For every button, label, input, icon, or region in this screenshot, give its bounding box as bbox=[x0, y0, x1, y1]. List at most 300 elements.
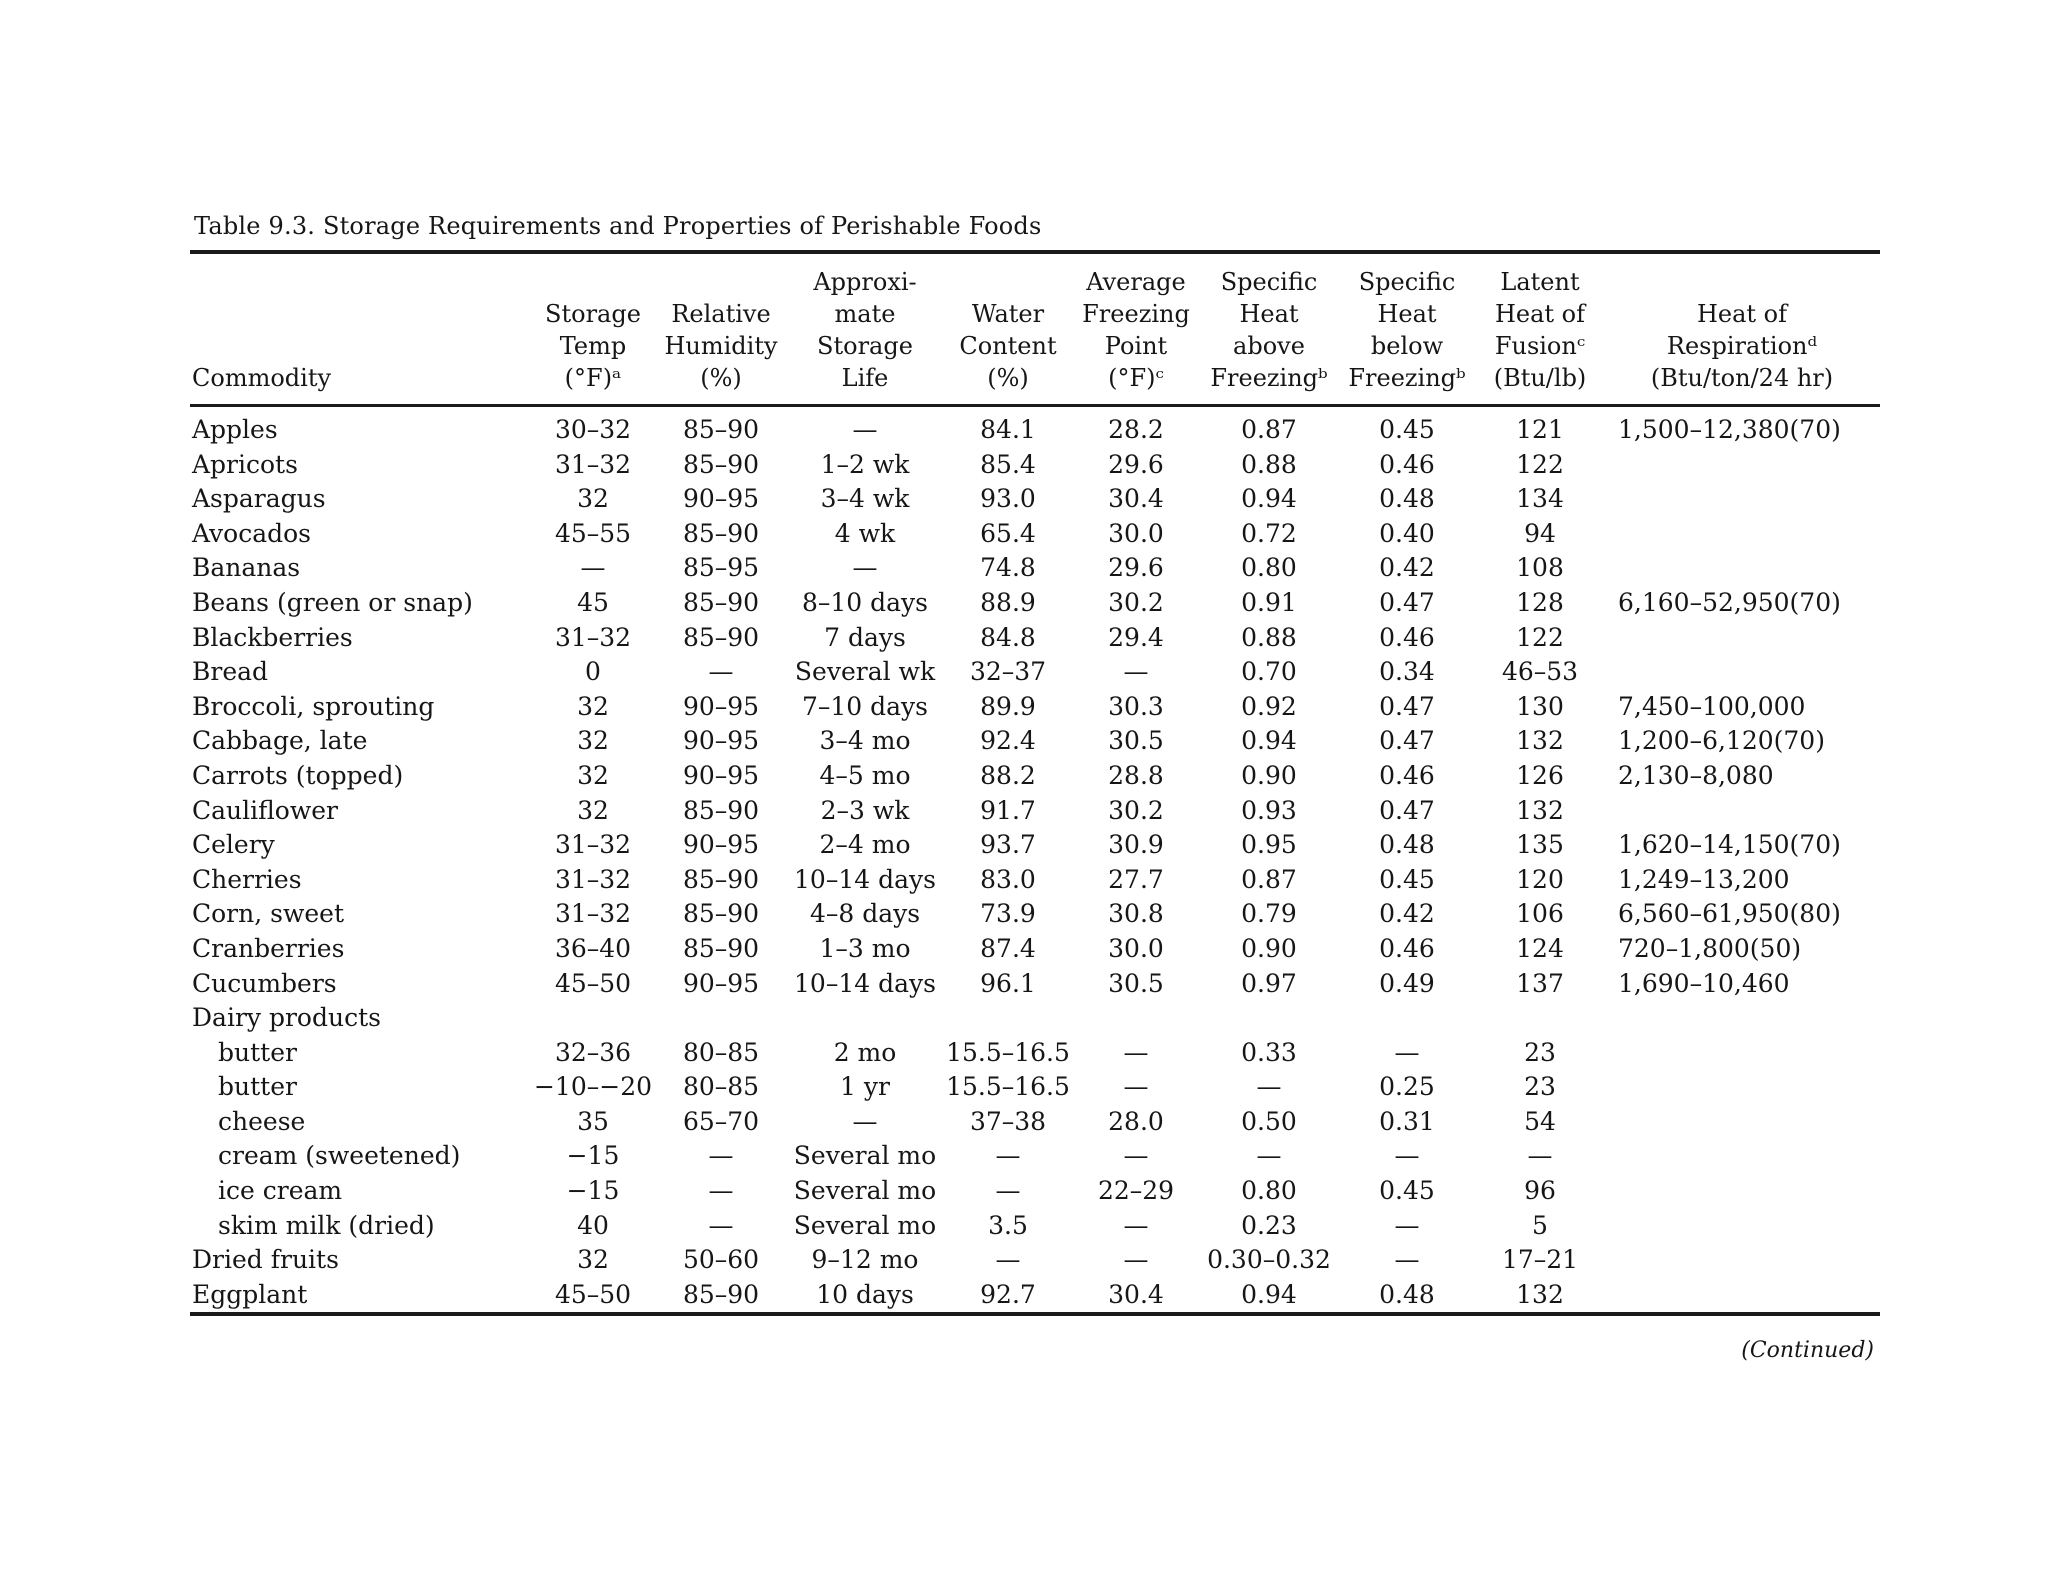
respiration-cell bbox=[1604, 1209, 1880, 1244]
header-commodity bbox=[190, 254, 530, 404]
storage-temp-cell: — bbox=[580, 553, 606, 583]
respiration-cell bbox=[1604, 1174, 1880, 1209]
table-row bbox=[190, 1243, 1880, 1278]
latent-heat-cell: 23 bbox=[1524, 1072, 1556, 1102]
latent-heat-cell: 137 bbox=[1516, 968, 1564, 998]
header-line: Freezingᵇ bbox=[1348, 364, 1466, 392]
table-row bbox=[190, 932, 1880, 967]
latent-heat-cell: 128 bbox=[1516, 587, 1564, 617]
storage-temp-cell: 31–32 bbox=[554, 622, 632, 652]
humidity-cell: — bbox=[708, 657, 734, 687]
table-row bbox=[190, 1278, 1880, 1313]
water-content-cell: 83.0 bbox=[980, 864, 1036, 894]
commodity-cell: Cabbage, late bbox=[192, 726, 368, 756]
specific-heat-below-cell: 0.46 bbox=[1379, 933, 1435, 963]
header-specific-heat-below bbox=[1338, 254, 1476, 404]
water-content-cell: 89.9 bbox=[980, 691, 1036, 721]
water-content-cell: 96.1 bbox=[980, 968, 1036, 998]
storage-life-cell: 10 days bbox=[816, 1279, 914, 1309]
freezing-point-cell: — bbox=[1123, 657, 1149, 687]
commodity-cell: butter bbox=[218, 1072, 297, 1102]
storage-life-cell: 4 wk bbox=[834, 518, 896, 548]
respiration-cell bbox=[1604, 551, 1880, 586]
header-specific-heat-above bbox=[1200, 254, 1338, 404]
storage-temp-cell: 31–32 bbox=[554, 449, 632, 479]
header-line: Heat of bbox=[1696, 300, 1788, 328]
storage-temp-cell: 30–32 bbox=[554, 415, 632, 444]
freezing-point-cell bbox=[1072, 1001, 1200, 1036]
humidity-cell: 80–85 bbox=[682, 1037, 760, 1067]
table-row bbox=[190, 863, 1880, 898]
freezing-point-cell: 30.4 bbox=[1108, 484, 1164, 514]
storage-temp-cell: 32 bbox=[577, 1245, 609, 1275]
header-heat-of-respiration bbox=[1604, 254, 1880, 404]
table-row bbox=[190, 1139, 1880, 1174]
water-content-cell: — bbox=[995, 1141, 1021, 1171]
latent-heat-cell: 94 bbox=[1524, 518, 1556, 548]
header-line: (%) bbox=[987, 364, 1029, 392]
freezing-point-cell: 30.9 bbox=[1108, 830, 1164, 860]
respiration-cell bbox=[1604, 517, 1880, 552]
commodity-cell: Blackberries bbox=[192, 622, 353, 652]
respiration-cell: 1,249–13,200 bbox=[1618, 864, 1790, 894]
humidity-cell: 85–90 bbox=[682, 933, 760, 963]
storage-temp-cell: 32 bbox=[577, 484, 609, 514]
storage-life-cell: 1–3 mo bbox=[819, 933, 911, 963]
humidity-cell: 85–90 bbox=[682, 518, 760, 548]
water-content-cell: 3.5 bbox=[988, 1210, 1028, 1240]
respiration-cell bbox=[1604, 1070, 1880, 1105]
freezing-point-cell: 28.0 bbox=[1108, 1106, 1164, 1136]
storage-temp-cell: 36–40 bbox=[554, 933, 632, 963]
header-line: Life bbox=[841, 364, 889, 392]
table-row bbox=[190, 794, 1880, 829]
specific-heat-above-cell: 0.93 bbox=[1241, 795, 1297, 825]
humidity-cell: 90–95 bbox=[682, 691, 760, 721]
specific-heat-above-cell: 0.90 bbox=[1241, 760, 1297, 790]
specific-heat-below-cell: — bbox=[1394, 1037, 1420, 1067]
header-line: Heat bbox=[1377, 300, 1437, 328]
commodity-cell: Apples bbox=[192, 415, 278, 444]
header-line: Content bbox=[959, 332, 1057, 360]
humidity-cell: — bbox=[708, 1176, 734, 1206]
specific-heat-below-cell: 0.46 bbox=[1379, 449, 1435, 479]
freezing-point-cell: — bbox=[1123, 1210, 1149, 1240]
water-content-cell bbox=[944, 1001, 1072, 1036]
latent-heat-cell: 132 bbox=[1516, 1279, 1564, 1309]
specific-heat-above-cell: 0.88 bbox=[1241, 622, 1297, 652]
specific-heat-above-cell: 0.90 bbox=[1241, 933, 1297, 963]
commodity-cell: Carrots (topped) bbox=[192, 760, 404, 790]
header-line: Freezing bbox=[1082, 300, 1190, 328]
respiration-cell: 1,620–14,150(70) bbox=[1618, 830, 1841, 860]
freezing-point-cell: 30.4 bbox=[1108, 1279, 1164, 1309]
respiration-cell: 6,160–52,950(70) bbox=[1618, 587, 1841, 617]
header-line: Approxi- bbox=[813, 268, 917, 296]
humidity-cell: 85–90 bbox=[682, 795, 760, 825]
latent-heat-cell: 106 bbox=[1516, 899, 1564, 929]
humidity-cell: 90–95 bbox=[682, 760, 760, 790]
latent-heat-cell: 135 bbox=[1516, 830, 1564, 860]
header-freezing-point bbox=[1072, 254, 1200, 404]
water-content-cell: 74.8 bbox=[980, 553, 1036, 583]
humidity-cell: 65–70 bbox=[682, 1106, 760, 1136]
table-row bbox=[190, 759, 1880, 794]
respiration-cell bbox=[1604, 621, 1880, 656]
storage-life-cell: Several mo bbox=[793, 1176, 937, 1206]
header-line: Temp bbox=[559, 332, 627, 360]
specific-heat-below-cell: 0.45 bbox=[1379, 864, 1435, 894]
latent-heat-cell: 5 bbox=[1532, 1210, 1548, 1240]
freezing-point-cell: 30.8 bbox=[1108, 899, 1164, 929]
specific-heat-below-cell: 0.49 bbox=[1379, 968, 1435, 998]
storage-life-cell: 2 mo bbox=[833, 1037, 897, 1067]
water-content-cell: 65.4 bbox=[980, 518, 1036, 548]
freezing-point-cell: 30.2 bbox=[1108, 587, 1164, 617]
specific-heat-above-cell: 0.50 bbox=[1241, 1106, 1297, 1136]
specific-heat-below-cell: 0.45 bbox=[1379, 415, 1435, 444]
specific-heat-above-cell: 0.94 bbox=[1241, 484, 1297, 514]
table-row bbox=[190, 448, 1880, 483]
storage-life-cell: 7 days bbox=[824, 622, 906, 652]
water-content-cell: 92.4 bbox=[980, 726, 1036, 756]
specific-heat-above-cell: 0.97 bbox=[1241, 968, 1297, 998]
freezing-point-cell: 30.0 bbox=[1108, 518, 1164, 548]
humidity-cell: 85–90 bbox=[682, 1279, 760, 1309]
table-row bbox=[190, 1036, 1880, 1071]
specific-heat-below-cell: 0.48 bbox=[1379, 484, 1435, 514]
specific-heat-above-cell: 0.80 bbox=[1241, 1176, 1297, 1206]
humidity-cell: — bbox=[708, 1141, 734, 1171]
latent-heat-cell: 130 bbox=[1516, 691, 1564, 721]
specific-heat-above-cell: 0.23 bbox=[1241, 1210, 1297, 1240]
water-content-cell: 84.8 bbox=[980, 622, 1036, 652]
document-page bbox=[190, 208, 1880, 1363]
storage-life-cell: 10–14 days bbox=[794, 968, 936, 998]
commodity-cell: cheese bbox=[218, 1106, 306, 1136]
table-row bbox=[190, 690, 1880, 725]
respiration-cell: 1,500–12,380(70) bbox=[1618, 415, 1841, 444]
freezing-point-cell: 29.6 bbox=[1108, 449, 1164, 479]
header-storage-temp bbox=[530, 254, 656, 404]
storage-life-cell: 1 yr bbox=[840, 1072, 890, 1102]
storage-temp-cell: 45 bbox=[577, 587, 609, 617]
respiration-cell bbox=[1604, 655, 1880, 690]
header-line: Specific bbox=[1220, 268, 1318, 296]
bottom-rule bbox=[190, 1312, 1880, 1316]
specific-heat-below-cell: — bbox=[1394, 1141, 1420, 1171]
specific-heat-below-cell: 0.42 bbox=[1379, 553, 1435, 583]
respiration-cell: 6,560–61,950(80) bbox=[1618, 899, 1841, 929]
specific-heat-below-cell: 0.48 bbox=[1379, 1279, 1435, 1309]
storage-life-cell bbox=[786, 1001, 944, 1036]
table-row bbox=[190, 897, 1880, 932]
specific-heat-above-cell: 0.70 bbox=[1241, 657, 1297, 687]
commodity-cell: Cranberries bbox=[192, 933, 345, 963]
table-row bbox=[190, 1105, 1880, 1140]
respiration-cell bbox=[1604, 482, 1880, 517]
commodity-cell: Asparagus bbox=[192, 484, 326, 514]
humidity-cell: 90–95 bbox=[682, 968, 760, 998]
specific-heat-below-cell: 0.47 bbox=[1379, 691, 1435, 721]
table-row bbox=[190, 621, 1880, 656]
freezing-point-cell: 22–29 bbox=[1097, 1176, 1175, 1206]
header-line: (%) bbox=[700, 364, 742, 392]
table-row bbox=[190, 1070, 1880, 1105]
specific-heat-below-cell: 0.45 bbox=[1379, 1176, 1435, 1206]
specific-heat-below-cell: 0.40 bbox=[1379, 518, 1435, 548]
header-line: Storage bbox=[545, 300, 641, 328]
specific-heat-below-cell: 0.48 bbox=[1379, 830, 1435, 860]
header-line: Heat of bbox=[1494, 300, 1586, 328]
humidity-cell: 85–90 bbox=[682, 415, 760, 444]
specific-heat-above-cell: 0.94 bbox=[1241, 1279, 1297, 1309]
storage-life-cell: — bbox=[852, 415, 878, 444]
commodity-cell: Cauliflower bbox=[192, 795, 338, 825]
respiration-cell: 2,130–8,080 bbox=[1618, 760, 1774, 790]
humidity-cell: 90–95 bbox=[682, 726, 760, 756]
commodity-cell: Broccoli, sprouting bbox=[192, 691, 435, 721]
storage-life-cell: — bbox=[852, 1106, 878, 1136]
commodity-cell: Cucumbers bbox=[192, 968, 337, 998]
header-line: Respirationᵈ bbox=[1666, 332, 1818, 360]
storage-temp-cell: 31–32 bbox=[554, 830, 632, 860]
commodity-cell: Avocados bbox=[192, 518, 312, 548]
respiration-cell: 720–1,800(50) bbox=[1618, 933, 1802, 963]
table-row bbox=[190, 1174, 1880, 1209]
latent-heat-cell: 132 bbox=[1516, 726, 1564, 756]
latent-heat-cell: 124 bbox=[1516, 933, 1564, 963]
storage-temp-cell: 32–36 bbox=[554, 1037, 632, 1067]
respiration-cell bbox=[1604, 448, 1880, 483]
table-row bbox=[190, 586, 1880, 621]
header-latent-heat bbox=[1476, 254, 1604, 404]
header-relative-humidity bbox=[656, 254, 786, 404]
humidity-cell: 80–85 bbox=[682, 1072, 760, 1102]
humidity-cell: 85–90 bbox=[682, 449, 760, 479]
humidity-cell: 90–95 bbox=[682, 484, 760, 514]
respiration-cell bbox=[1604, 1105, 1880, 1140]
header-water-content bbox=[944, 254, 1072, 404]
storage-life-cell: 2–3 wk bbox=[820, 795, 910, 825]
storage-life-cell: 4–8 days bbox=[809, 899, 921, 929]
freezing-point-cell: 29.6 bbox=[1108, 553, 1164, 583]
freezing-point-cell: — bbox=[1123, 1037, 1149, 1067]
latent-heat-cell: 126 bbox=[1516, 760, 1564, 790]
commodity-cell: Celery bbox=[192, 830, 275, 860]
humidity-cell: 85–90 bbox=[682, 864, 760, 894]
header-line: mate bbox=[834, 300, 896, 328]
storage-temp-cell: 45–55 bbox=[554, 518, 632, 548]
freezing-point-cell: 30.0 bbox=[1108, 933, 1164, 963]
table-row bbox=[190, 967, 1880, 1002]
latent-heat-cell: 54 bbox=[1524, 1106, 1556, 1136]
water-content-cell: 91.7 bbox=[980, 795, 1036, 825]
storage-temp-cell: −15 bbox=[566, 1176, 620, 1206]
header-line: Average bbox=[1086, 268, 1186, 296]
freezing-point-cell: 28.8 bbox=[1108, 760, 1164, 790]
water-content-cell: 73.9 bbox=[980, 899, 1036, 929]
respiration-cell: 1,690–10,460 bbox=[1618, 968, 1790, 998]
freezing-point-cell: 28.2 bbox=[1108, 415, 1164, 444]
storage-temp-cell: 32 bbox=[577, 795, 609, 825]
latent-heat-cell: 132 bbox=[1516, 795, 1564, 825]
respiration-cell bbox=[1604, 1278, 1880, 1313]
storage-life-cell: 10–14 days bbox=[794, 864, 936, 894]
storage-life-cell: Several mo bbox=[793, 1210, 937, 1240]
commodity-cell: Dairy products bbox=[192, 1003, 381, 1033]
specific-heat-above-cell: 0.30–0.32 bbox=[1207, 1245, 1331, 1275]
table-row bbox=[190, 1001, 1880, 1036]
water-content-cell: 93.0 bbox=[980, 484, 1036, 514]
specific-heat-above-cell: 0.91 bbox=[1241, 587, 1297, 617]
water-content-cell: — bbox=[995, 1245, 1021, 1275]
header-line: (°F)ᵃ bbox=[564, 364, 622, 392]
humidity-cell: — bbox=[708, 1210, 734, 1240]
humidity-cell: 90–95 bbox=[682, 830, 760, 860]
header-line: above bbox=[1233, 332, 1305, 360]
storage-life-cell: 8–10 days bbox=[801, 587, 929, 617]
storage-life-cell: 1–2 wk bbox=[820, 449, 910, 479]
water-content-cell: 15.5–16.5 bbox=[946, 1037, 1070, 1067]
respiration-cell bbox=[1604, 1139, 1880, 1174]
latent-heat-cell: — bbox=[1527, 1141, 1553, 1171]
header-line: Commodity bbox=[192, 364, 332, 392]
commodity-cell: Bread bbox=[192, 657, 269, 687]
continued-note: (Continued) bbox=[1741, 1338, 1874, 1364]
humidity-cell: 85–90 bbox=[682, 587, 760, 617]
respiration-cell bbox=[1604, 794, 1880, 829]
specific-heat-above-cell: 0.95 bbox=[1241, 830, 1297, 860]
latent-heat-cell: 96 bbox=[1524, 1176, 1556, 1206]
header-line: Water bbox=[971, 300, 1045, 328]
latent-heat-cell: 17–21 bbox=[1501, 1245, 1579, 1275]
table-row bbox=[190, 1209, 1880, 1244]
specific-heat-above-cell: 0.88 bbox=[1241, 449, 1297, 479]
specific-heat-below-cell: — bbox=[1394, 1210, 1420, 1240]
header-line: below bbox=[1370, 332, 1444, 360]
storage-life-cell: 3–4 wk bbox=[820, 484, 910, 514]
storage-life-cell: 7–10 days bbox=[801, 691, 929, 721]
humidity-cell: 85–90 bbox=[682, 622, 760, 652]
specific-heat-below-cell: — bbox=[1394, 1245, 1420, 1275]
header-line: Fusionᶜ bbox=[1494, 332, 1586, 360]
humidity-cell: 85–95 bbox=[682, 553, 760, 583]
specific-heat-above-cell: 0.94 bbox=[1241, 726, 1297, 756]
header-line: (Btu/ton/24 hr) bbox=[1650, 364, 1834, 392]
table-row bbox=[190, 828, 1880, 863]
water-content-cell: 85.4 bbox=[980, 449, 1036, 479]
table-row bbox=[190, 482, 1880, 517]
specific-heat-below-cell: 0.31 bbox=[1379, 1106, 1435, 1136]
respiration-cell bbox=[1604, 1036, 1880, 1071]
storage-life-cell: 4–5 mo bbox=[819, 760, 911, 790]
storage-temp-cell: 32 bbox=[577, 760, 609, 790]
respiration-cell bbox=[1604, 1243, 1880, 1278]
specific-heat-above-cell: — bbox=[1256, 1072, 1282, 1102]
freezing-point-cell: 30.3 bbox=[1108, 691, 1164, 721]
commodity-cell: ice cream bbox=[218, 1176, 343, 1206]
freezing-point-cell: 27.7 bbox=[1108, 864, 1164, 894]
humidity-cell: 85–90 bbox=[682, 899, 760, 929]
table-row bbox=[190, 724, 1880, 759]
specific-heat-above-cell: 0.87 bbox=[1241, 415, 1297, 444]
respiration-cell bbox=[1604, 1001, 1880, 1036]
storage-temp-cell: 0 bbox=[585, 657, 601, 687]
storage-temp-cell: 45–50 bbox=[554, 968, 632, 998]
specific-heat-above-cell: — bbox=[1256, 1141, 1282, 1171]
storage-life-cell: Several wk bbox=[794, 657, 936, 687]
water-content-cell: 84.1 bbox=[980, 415, 1036, 444]
storage-life-cell: 2–4 mo bbox=[819, 830, 911, 860]
freezing-point-cell: — bbox=[1123, 1245, 1149, 1275]
specific-heat-below-cell: 0.42 bbox=[1379, 899, 1435, 929]
header-line: Freezingᵇ bbox=[1210, 364, 1328, 392]
specific-heat-above-cell: 0.80 bbox=[1241, 553, 1297, 583]
commodity-cell: skim milk (dried) bbox=[218, 1210, 435, 1240]
storage-table bbox=[190, 254, 1880, 1312]
freezing-point-cell: — bbox=[1123, 1072, 1149, 1102]
header-row bbox=[190, 254, 1880, 404]
water-content-cell: — bbox=[995, 1176, 1021, 1206]
latent-heat-cell: 46–53 bbox=[1501, 657, 1579, 687]
humidity-cell: 50–60 bbox=[682, 1245, 760, 1275]
storage-temp-cell: 40 bbox=[577, 1210, 609, 1240]
commodity-cell: Dried fruits bbox=[192, 1245, 339, 1275]
water-content-cell: 32–37 bbox=[969, 657, 1047, 687]
specific-heat-above-cell: 0.87 bbox=[1241, 864, 1297, 894]
storage-temp-cell: −15 bbox=[566, 1141, 620, 1171]
header-storage-life bbox=[786, 254, 944, 404]
latent-heat-cell: 122 bbox=[1516, 622, 1564, 652]
commodity-cell: Beans (green or snap) bbox=[192, 587, 473, 617]
storage-temp-cell: 31–32 bbox=[554, 864, 632, 894]
respiration-cell: 1,200–6,120(70) bbox=[1618, 726, 1825, 756]
commodity-cell: cream (sweetened) bbox=[218, 1141, 461, 1171]
header-line: Heat bbox=[1239, 300, 1299, 328]
latent-heat-cell: 134 bbox=[1516, 484, 1564, 514]
specific-heat-above-cell bbox=[1200, 1001, 1338, 1036]
storage-life-cell: 9–12 mo bbox=[811, 1245, 919, 1275]
header-line: Relative bbox=[671, 300, 771, 328]
specific-heat-below-cell: 0.46 bbox=[1379, 760, 1435, 790]
latent-heat-cell: 122 bbox=[1516, 449, 1564, 479]
specific-heat-below-cell bbox=[1338, 1001, 1476, 1036]
freezing-point-cell: 30.2 bbox=[1108, 795, 1164, 825]
storage-temp-cell: 32 bbox=[577, 691, 609, 721]
table-row bbox=[190, 407, 1880, 448]
water-content-cell: 15.5–16.5 bbox=[946, 1072, 1070, 1102]
storage-life-cell: Several mo bbox=[793, 1141, 937, 1171]
humidity-cell bbox=[656, 1001, 786, 1036]
specific-heat-below-cell: 0.25 bbox=[1379, 1072, 1435, 1102]
specific-heat-above-cell: 0.92 bbox=[1241, 691, 1297, 721]
header-line: Specific bbox=[1358, 268, 1456, 296]
water-content-cell: 88.2 bbox=[980, 760, 1036, 790]
commodity-cell: Corn, sweet bbox=[192, 899, 344, 929]
commodity-cell: Cherries bbox=[192, 864, 302, 894]
table-body bbox=[190, 404, 1880, 1312]
storage-life-cell: 3–4 mo bbox=[819, 726, 911, 756]
specific-heat-below-cell: 0.47 bbox=[1379, 795, 1435, 825]
water-content-cell: 93.7 bbox=[980, 830, 1036, 860]
storage-life-cell: — bbox=[852, 553, 878, 583]
water-content-cell: 92.7 bbox=[980, 1279, 1036, 1309]
latent-heat-cell bbox=[1476, 1001, 1604, 1036]
specific-heat-above-cell: 0.72 bbox=[1241, 518, 1297, 548]
header-line: Latent bbox=[1500, 268, 1580, 296]
commodity-cell: butter bbox=[218, 1037, 297, 1067]
